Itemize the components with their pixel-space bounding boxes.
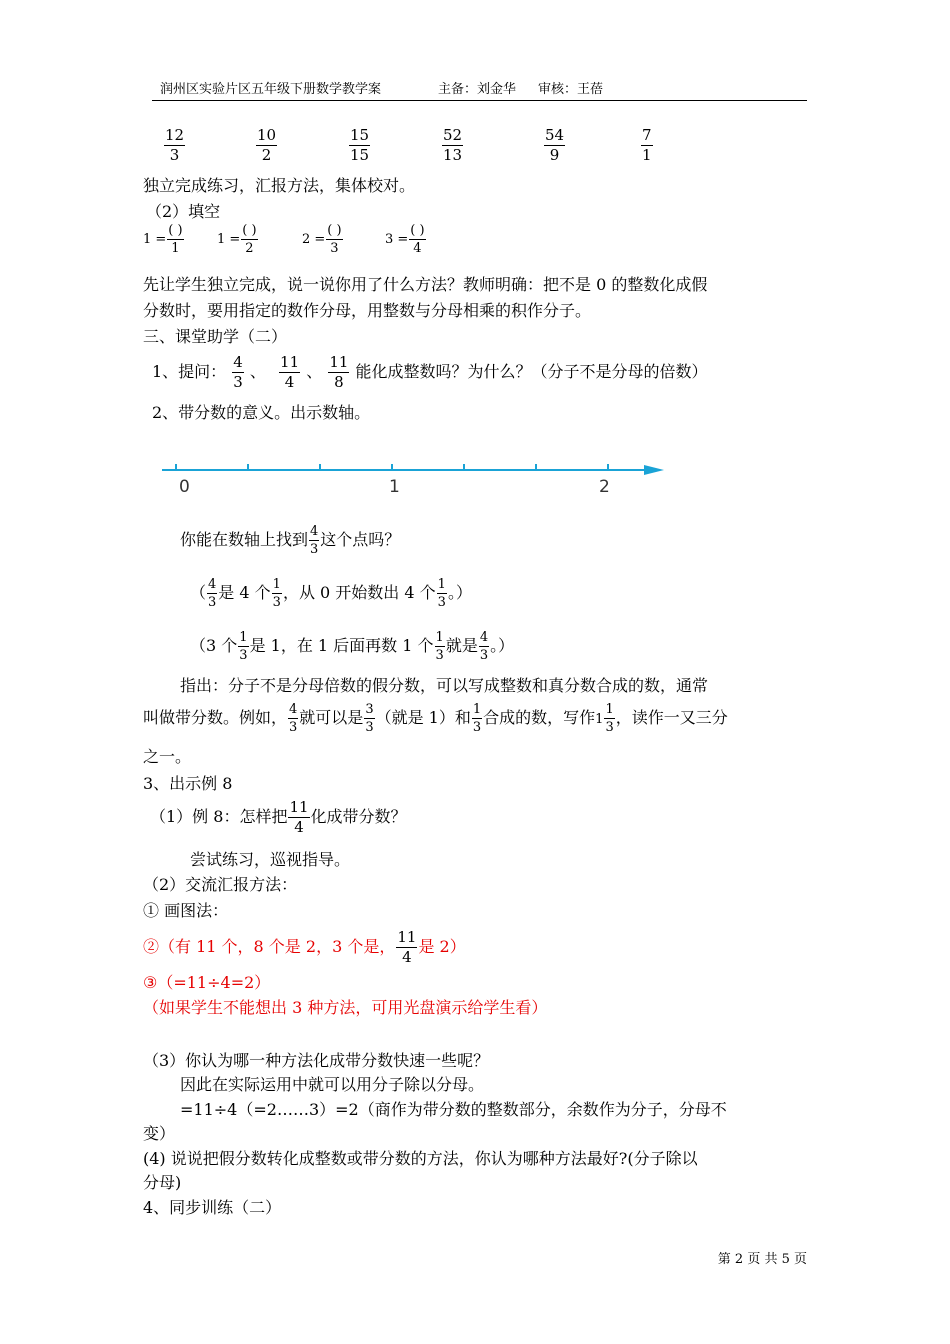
- header-school: 润州区实验片区五年级下册数学教学案: [160, 82, 382, 97]
- fill-item: [217, 224, 259, 255]
- numerator: 54: [545, 126, 565, 144]
- text: （1）例 8：怎样把: [150, 807, 288, 826]
- numerator: 1: [472, 702, 482, 717]
- denominator: 4: [402, 948, 412, 966]
- denominator: 3: [310, 542, 319, 557]
- text: 就可以是: [299, 708, 364, 727]
- fraction: [641, 128, 653, 163]
- text: 是 1，在 1 后面再数 1 个: [249, 636, 434, 655]
- denominator: 4: [413, 241, 422, 256]
- fraction: [238, 631, 248, 662]
- denominator: 2: [261, 146, 272, 164]
- text: ，从 0 开始数出 4 个: [282, 583, 436, 602]
- fill-lhs: 1 =: [143, 232, 167, 247]
- example-8-question: [150, 800, 407, 835]
- page-footer: 第 2 页 共 5 页: [717, 1252, 807, 1267]
- numerator: 52: [443, 126, 463, 144]
- numerator: 1: [272, 577, 281, 592]
- fraction: [409, 224, 425, 255]
- example-8-report: （2）交流汇报方法：: [143, 875, 298, 894]
- text: （就是 1）和: [375, 708, 471, 727]
- denominator: 15: [350, 146, 370, 164]
- numerator: ( ): [242, 223, 257, 238]
- numerator: 4: [208, 577, 217, 592]
- numerator: 12: [165, 126, 185, 144]
- find-suffix: 这个点吗？: [320, 530, 401, 549]
- fraction: [442, 128, 463, 163]
- denominator: 3: [472, 720, 482, 735]
- question-1: [152, 355, 708, 390]
- axis-arrow: [644, 465, 664, 475]
- numerator: 10: [257, 126, 277, 144]
- text: 。）: [447, 583, 472, 602]
- numerator: 7: [642, 126, 652, 144]
- method-1: ① 画图法：: [143, 901, 229, 920]
- numerator: 11: [289, 798, 309, 816]
- fill-lhs: 2 =: [302, 232, 326, 247]
- numerator: 11: [329, 353, 349, 371]
- fraction: [479, 631, 489, 662]
- numerator: 11: [280, 353, 300, 371]
- section-4-title: 4、同步训练（二）: [143, 1198, 282, 1217]
- denominator: 3: [330, 241, 339, 256]
- fraction: [241, 224, 257, 255]
- numerator: 3: [365, 702, 374, 717]
- text: 化成带分数？: [310, 807, 407, 826]
- numerator: 1: [435, 630, 444, 645]
- numerator: ( ): [168, 223, 183, 238]
- denominator: 3: [239, 648, 248, 663]
- separator: 、: [249, 362, 266, 381]
- fraction: [288, 703, 298, 734]
- fraction: [472, 703, 482, 734]
- fill-item: [385, 224, 427, 255]
- denominator: 3: [289, 720, 298, 735]
- numerator: 11: [397, 928, 417, 946]
- fraction: [207, 578, 217, 609]
- question-4-line-2: 分母): [143, 1173, 182, 1192]
- page-header: [152, 82, 807, 101]
- numerator: ( ): [327, 223, 342, 238]
- denominator: 3: [605, 720, 614, 735]
- fraction: [349, 128, 370, 163]
- fraction: [164, 128, 185, 163]
- separator: 、: [306, 362, 323, 381]
- fraction: [435, 631, 445, 662]
- denominator: 3: [437, 595, 446, 610]
- numerator: 15: [350, 126, 370, 144]
- mixed-whole: 1: [595, 712, 604, 727]
- fraction: [288, 800, 309, 835]
- point-line-2: [143, 703, 728, 734]
- numerator: 4: [289, 702, 298, 717]
- numerator: 4: [479, 630, 489, 645]
- denominator: 2: [245, 241, 254, 256]
- method-note: （如果学生不能想出 3 种方法，可用光盘演示给学生看）: [143, 998, 548, 1017]
- fraction: [279, 355, 300, 390]
- text: 是 2）: [418, 937, 466, 956]
- fraction: [544, 128, 565, 163]
- find-prefix: 你能在数轴上找到: [180, 530, 309, 549]
- method-2: [143, 930, 466, 965]
- para-method-2: 分数时，要用指定的数作分母，用整数与分母相乘的积作分子。: [143, 301, 592, 320]
- denominator: 3: [479, 648, 489, 663]
- text: ，读作一又三分: [615, 708, 728, 727]
- question-3: （3）你认为哪一种方法化成带分数快速一些呢？: [143, 1051, 490, 1070]
- para-method-1: 先让学生独立完成，说一说你用了什么方法？教师明确：把不是 0 的整数化成假: [143, 275, 708, 294]
- denominator: 13: [443, 146, 463, 164]
- numerator: ( ): [410, 223, 425, 238]
- numerator: 1: [239, 630, 248, 645]
- point-line-3: 之一。: [143, 747, 192, 766]
- text: 就是: [445, 636, 478, 655]
- axis-label-1: 1: [389, 477, 400, 497]
- denominator: 3: [435, 648, 444, 663]
- text: 合成的数，写作: [483, 708, 596, 727]
- number-line: [158, 456, 678, 506]
- question-3-line-3: =11÷4（=2……3）=2（商作为带分数的整数部分，余数作为分子，分母不: [180, 1100, 727, 1119]
- fill-lhs: 1 =: [217, 232, 241, 247]
- fraction: [309, 525, 319, 556]
- fill-lhs: 3 =: [385, 232, 409, 247]
- fraction: [167, 224, 183, 255]
- fraction: [256, 128, 277, 163]
- denominator: 1: [171, 241, 180, 256]
- fraction: [326, 224, 342, 255]
- text: （3 个: [190, 636, 238, 655]
- denominator: 3: [365, 720, 374, 735]
- denominator: 4: [294, 818, 304, 836]
- header-author: 主备：刘金华: [438, 82, 517, 97]
- method-3: ③（=11÷4=2）: [143, 973, 271, 992]
- question-3-line-4: 变）: [143, 1124, 176, 1143]
- fill-title: （2）填空: [146, 202, 221, 221]
- question-3-line-2: 因此在实际运用中就可以用分子除以分母。: [180, 1075, 485, 1094]
- header-reviewer: 审核：王蓓: [538, 82, 604, 97]
- text: （: [190, 583, 207, 602]
- fraction: [272, 578, 282, 609]
- text: 是 4 个: [218, 583, 271, 602]
- section-3-title: 三、课堂助学（二）: [143, 327, 288, 346]
- denominator: 9: [549, 146, 560, 164]
- numerator: 1: [437, 577, 446, 592]
- axis-label-2: 2: [599, 477, 610, 497]
- q1-suffix: 能化成整数吗？为什么？（分子不是分母的倍数）: [355, 362, 708, 381]
- hint-2: [190, 631, 514, 662]
- line-independent: 独立完成练习，汇报方法，集体校对。: [143, 176, 416, 195]
- axis-label-0: 0: [179, 477, 190, 497]
- fill-item: [302, 224, 344, 255]
- text: 。）: [490, 636, 515, 655]
- fill-item: [143, 224, 185, 255]
- text: ②（有 11 个，8 个是 2，3 个是，: [143, 937, 396, 956]
- denominator: 8: [334, 373, 344, 391]
- denominator: 1: [642, 146, 652, 164]
- text: 叫做带分数。例如，: [143, 708, 288, 727]
- point-line-1: 指出：分子不是分母倍数的假分数，可以写成整数和真分数合成的数，通常: [180, 676, 709, 695]
- fraction: [232, 355, 244, 390]
- denominator: 3: [169, 146, 180, 164]
- numerator: 1: [605, 702, 614, 717]
- fraction: [328, 355, 349, 390]
- denominator: 3: [272, 595, 281, 610]
- fraction: [396, 930, 417, 965]
- question-4-line-1: (4) 说说把假分数转化成整数或带分数的方法，你认为哪种方法最好?(分子除以: [143, 1149, 698, 1168]
- numerator: 4: [233, 353, 243, 371]
- fraction: [604, 703, 614, 734]
- numerator: 4: [310, 524, 319, 539]
- fraction: [437, 578, 447, 609]
- hint-1: [190, 578, 472, 609]
- example-8-try: 尝试练习，巡视指导。: [190, 850, 351, 869]
- denominator: 4: [284, 373, 295, 391]
- example-8-title: 3、出示例 8: [143, 774, 233, 793]
- fraction: [364, 703, 374, 734]
- denominator: 3: [233, 373, 243, 391]
- find-point: [180, 525, 400, 556]
- q1-prefix: 1、提问：: [152, 362, 227, 381]
- denominator: 3: [208, 595, 217, 610]
- question-2: 2、带分数的意义。出示数轴。: [152, 403, 371, 422]
